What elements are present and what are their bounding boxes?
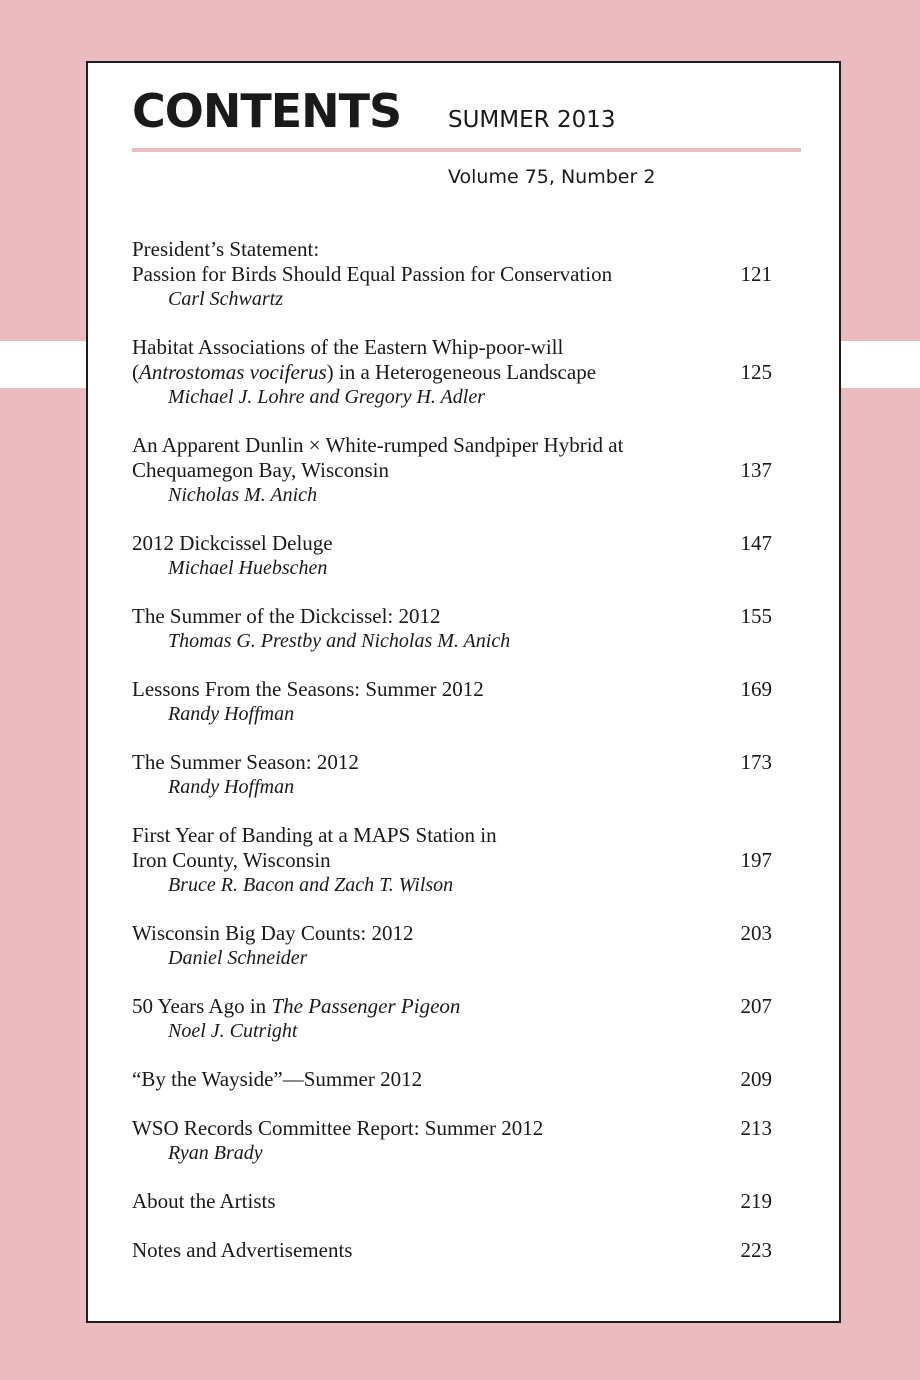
toc-entry[interactable] (132, 335, 772, 409)
entry-title-line: Wisconsin Big Day Counts: 2012 (132, 921, 414, 945)
page-number: 223 (740, 1238, 772, 1262)
toc-entry[interactable] (132, 750, 772, 799)
toc-entry[interactable] (132, 1067, 772, 1092)
entry-author: Michael J. Lohre and Gregory H. Adler (168, 386, 485, 408)
entry-title-line: First Year of Banding at a MAPS Station in (132, 823, 497, 847)
entry-title-line: Lessons From the Seasons: Summer 2012 (132, 677, 484, 701)
entry-title-line: The Summer of the Dickcissel: 2012 (132, 604, 441, 628)
entry-title-line: 50 Years Ago in The Passenger Pigeon (132, 994, 461, 1018)
page-number: 203 (740, 921, 772, 945)
page-title: CONTENTS (132, 84, 402, 138)
page-number: 219 (740, 1189, 772, 1213)
toc-list (132, 237, 772, 1287)
page-number: 207 (740, 994, 772, 1018)
entry-author: Randy Hoffman (168, 776, 295, 798)
entry-author: Nicholas M. Anich (168, 484, 318, 506)
toc-entry[interactable] (132, 823, 772, 897)
toc-entry[interactable] (132, 1116, 772, 1165)
page-number: 137 (740, 458, 772, 482)
page-number: 155 (740, 604, 772, 628)
entry-title-line: Chequamegon Bay, Wisconsin (132, 458, 389, 482)
contents-panel (86, 61, 841, 1323)
entry-author: Michael Huebschen (168, 557, 328, 579)
toc-entry[interactable] (132, 604, 772, 653)
issue-date: SUMMER 2013 (448, 107, 616, 133)
entry-title-line: President’s Statement: (132, 237, 320, 261)
toc-entry[interactable] (132, 1189, 772, 1214)
toc-entry[interactable] (132, 531, 772, 580)
entry-author: Carl Schwartz (168, 288, 284, 310)
entry-author: Daniel Schneider (168, 947, 308, 969)
entry-title-line: “By the Wayside”—Summer 2012 (132, 1067, 423, 1091)
toc-entry[interactable] (132, 921, 772, 970)
page-number: 173 (740, 750, 772, 774)
toc-entry[interactable] (132, 433, 772, 507)
page-number: 197 (740, 848, 772, 872)
entry-author: Noel J. Cutright (168, 1020, 298, 1042)
volume-number: Volume 75, Number 2 (448, 166, 656, 188)
toc-entry[interactable] (132, 237, 772, 311)
entry-title-line: WSO Records Committee Report: Summer 2012 (132, 1116, 544, 1140)
entry-title-line: The Summer Season: 2012 (132, 750, 359, 774)
toc-entry[interactable] (132, 677, 772, 726)
entry-title-line: Notes and Advertisements (132, 1238, 353, 1262)
entry-author: Thomas G. Prestby and Nicholas M. Anich (168, 630, 511, 652)
entry-author: Ryan Brady (168, 1142, 263, 1164)
toc-entry[interactable] (132, 1238, 772, 1263)
entry-author: Bruce R. Bacon and Zach T. Wilson (168, 874, 454, 896)
species-name: Antrostomas vociferus (139, 360, 327, 384)
entry-title-line: Passion for Birds Should Equal Passion for Conservation (132, 262, 613, 286)
page-number: 125 (740, 360, 772, 384)
page-number: 209 (740, 1067, 772, 1091)
entry-title-line: (Antrostomas vociferus) in a Heterogeneous Landscape (132, 360, 597, 384)
header-rule (132, 148, 801, 152)
page-number: 121 (740, 262, 772, 286)
entry-title-line: Iron County, Wisconsin (132, 848, 331, 872)
page-number: 169 (740, 677, 772, 701)
entry-title-line: About the Artists (132, 1189, 276, 1213)
entry-title-line: An Apparent Dunlin × White-rumped Sandpiper Hybrid at (132, 433, 624, 457)
entry-author: Randy Hoffman (168, 703, 295, 725)
entry-title-line: Habitat Associations of the Eastern Whip-poor-will (132, 335, 564, 359)
entry-title-line: 2012 Dickcissel Deluge (132, 531, 333, 555)
page-number: 213 (740, 1116, 772, 1140)
journal-name: The Passenger Pigeon (271, 994, 461, 1018)
toc-entry[interactable] (132, 994, 772, 1043)
page-number: 147 (740, 531, 772, 555)
